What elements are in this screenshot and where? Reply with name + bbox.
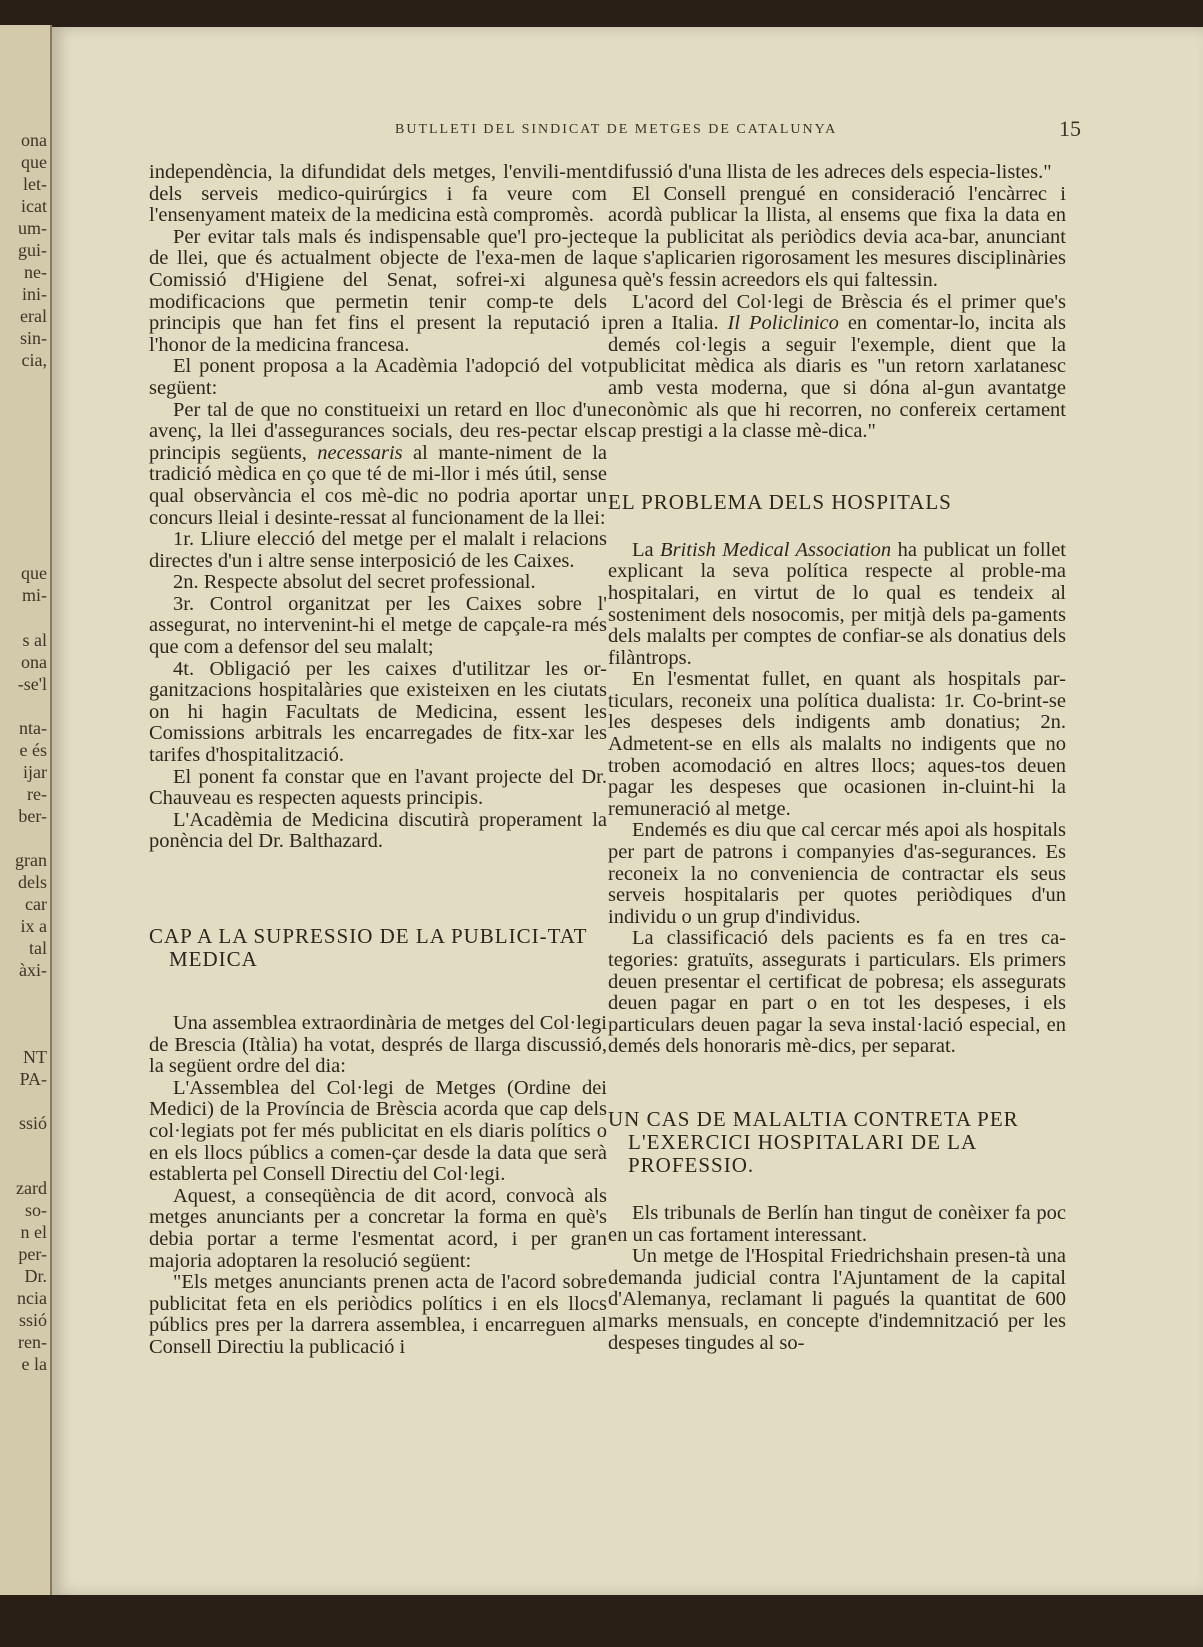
emphasis: necessaris [317,441,403,464]
paragraph: Per evitar tals mals és indispensable que'l pro-jecte de llei, que és actualment objecte de l'exa-men de la Comissió d'Higiene del Senat, sofrei-xi algunes modificacions que permetin tenir comp-te dels principis que han fet fins el present la reputació i l'honor de la medicina francesa. [149,225,607,356]
facing-page-fragment: cia, [21,350,47,370]
paragraph: El ponent fa constar que en l'avant projecte del Dr. Chauveau es respecten aquests principis. [149,765,607,810]
facing-page-fragment: ren- [18,1332,47,1352]
right-column [608,162,1066,1354]
facing-page-fragment: eral [20,306,47,326]
facing-page-fragment: ncia [17,1288,47,1308]
list-item: 2n. Respecte absolut del secret professional. [173,571,536,594]
facing-page-fragment: ijar [23,762,47,782]
paragraph: El Consell prengué en consideració l'encàrrec i acordà publicar la llista, al ensems que fixa la data en que la publicitat als periòdics devia aca-bar, anunciant que s'aplicarien rigorosament les mesures disciplinàries a què's fessin acreedors els qui faltessin. [608,182,1066,291]
journal-page [52,27,1203,1595]
facing-page-fragment: per- [18,1244,47,1264]
paragraph: El ponent proposa a la Acadèmia l'adopció del vot següent: [149,355,607,399]
facing-page-fragment: NT [23,1047,47,1067]
facing-page-fragment: so- [25,1200,47,1220]
running-title: BUTLLETI DEL SINDICAT DE METGES DE CATALUNYA [395,122,838,137]
text-run: al mante-niment de la tradició mèdica en ço que té de mi-llor i més útil, sense qual observància el cos mè-dic no podria aportar un concurs lleial i desinte-ressat al funcionament de la llei: [149,441,607,529]
text-run: L'acord del Col·legi de Brèscia és el primer que's pren a Italia. [608,290,1066,335]
paragraph: independència, la difundidat dels metges, l'envili-ment dels serveis medico-quirúrgics i fa veure com l'ensenyament mateix de la medicina està compromès. [149,161,607,227]
section-heading: CAP A LA SUPRESSIO DE LA PUBLICI-TAT MEDICA [149,924,588,971]
text-run: La [632,538,654,561]
paragraph: En l'esmentat fullet, en quant als hospitals par-ticulars, reconeix una política dualista: 1r. Co-brint-se les despeses dels indigents amb donatius; 2n. Admetent-se en ells als malalts no indigents que no troben acomodació en altres llocs; aques-tos deuen pagar les despeses que ocasionen in-cluint-hi la remuneració al metge. [608,668,1066,820]
facing-page-fragment: e és [19,740,47,760]
facing-page-fragment: mi- [22,585,47,605]
list-item: 3r. Control organitzat per les Caixes sobre l' assegurat, no intervenint-hi el metge de capçale-ra més que com a defensor del seu malalt; [149,592,607,659]
paragraph [608,540,1066,670]
list-item: 4t. Obligació per les caixes d'utilitzar les or-ganitzacions hospitalàries que existeixen en les ciutats on hi hagin Facultats de Medicina, essent les Comissions arbitrals les encarregades de fitx-xar les tarifes d'hospitalització. [149,657,607,767]
facing-page-fragment: àxi- [19,960,47,980]
facing-page-fragment: sin- [20,328,47,348]
emphasis: Il Policlinico [727,312,839,335]
text-run: en comentar-lo, incita als demés col·legis a seguir l'exemple, dient que la publicitat mèdica als diaris es "un retorn xarlatanesc amb vesta moderna, que si dóna al-gun avantatge econòmic als que hi recorren, no confereix certament cap prestigi a la classe mè-dica." [608,312,1066,443]
facing-page-fragment: ona [21,652,47,672]
facing-page-fragment: -se'l [17,674,47,694]
facing-page-fragment: um- [18,218,47,238]
facing-page-fragment: gui- [18,240,47,260]
paragraph: Una assemblea extraordinària de metges del Col·legi de Brescia (Itàlia) ha votat, després de llarga discussió, la següent ordre del dia: [149,1012,607,1078]
paragraph: difussió d'una llista de les adreces dels especia-listes." [608,161,1052,183]
facing-page-fragment: PA- [19,1069,47,1089]
facing-page-fragment: re- [27,784,47,804]
section-heading: UN CAS DE MALALTIA CONTRETA PER L'EXERCICI HOSPITALARI DE LA PROFESSIO. [608,1106,1019,1177]
paragraph [608,292,1066,443]
facing-page-fragment: zard [16,1178,47,1198]
facing-page-fragment: ix a [20,916,47,936]
facing-page-fragment: que [21,563,47,583]
facing-page-fragment: n el [20,1222,47,1242]
facing-page-fragment: ber- [18,806,47,826]
emphasis: British Medical Association [660,538,892,561]
text-run: Per tal de que no constitueixi un retard en lloc d'un avenç, la llei d'assegurances socials, deu res-pectar els principis següents, [149,398,607,464]
facing-page-edge [0,25,52,1595]
facing-page-fragment: dels [18,872,47,892]
facing-page-fragment: let- [23,174,47,194]
paragraph: "Els metges anunciants prenen acta de l'acord sobre publicitat feta en els periòdics polítics i en els llocs públics pres per la darrera assemblea, i encarreguen al Consell Directiu la publicació i [149,1271,607,1358]
facing-page-fragment: s al [22,630,47,650]
facing-page-fragment: ini- [22,284,47,304]
facing-page-fragment: ne- [24,262,47,282]
facing-page-fragment: ona [21,130,47,150]
paragraph: Endemés es diu que cal cercar més apoi als hospitals per part de patrons i companyies d'as-segurances. Es reconeix la no conveniencia de contractar els seus serveis hospitalaris per quotes periòdiques d'un individu o un grup d'individus. [608,819,1066,928]
paragraph: Els tribunals de Berlín han tingut de conèixer fa poc en un cas fortament interessant. [608,1201,1066,1246]
list-item: 1r. Lliure elecció del metge per el malalt i relacions directes d'un i altre sense interposició de les Caixes. [149,528,607,572]
paragraph [149,400,607,530]
paragraph: L'Acadèmia de Medicina discutirà properament la ponència del Dr. Balthazard. [149,808,607,853]
paragraph: L'Assemblea del Col·legi de Metges (Ordine dei Medici) de la Província de Brèscia acorda que cap dels col·legiats pot fer més publicitat en els diaris polítics o en els llocs públics a comen-çar desde la data que serà establerta pel Consell Directiu del Col·legi. [149,1076,607,1186]
facing-page-fragment: car [25,894,47,914]
paragraph: Un metge de l'Hospital Friedrichshain presen-tà una demanda judicial contra l'Ajuntament de la capital d'Alemanya, reclamant li pagués la quantitat de 600 marks mensuals, en concepte d'indemnització per les despeses tingudes al so- [608,1245,1066,1354]
facing-page-fragment: Dr. [24,1266,47,1286]
paragraph: Aquest, a conseqüència de dit acord, convocà als metges anunciants per a concretar la forma en què's debia portar a terme l'esmentat acord, i per gran majoria adoptaren la resolució següent: [149,1184,607,1272]
facing-page-fragment: ssió [18,1113,47,1133]
page-number: 15 [1059,116,1081,141]
facing-page-fragment: e la [21,1354,47,1374]
paragraph: La classificació dels pacients es fa en tres ca-tegories: gratuïts, assegurats i particulars. Els primers deuen presentar el certificat de pobresa; els assegurats deuen pagar en part o en tot les despeses, i els particulars deuen pagar la seva instal·lació especial, en demés dels honoraris mè-dics, per separat. [608,927,1066,1058]
facing-page-fragment: ssió [18,1310,47,1330]
text-run: ha publicat un follet explicant la seva política respecte al proble-ma hospitalari, en virtut de lo qual es tendeix al sosteniment dels nosocomis, per mitjà dels pa-gaments dels malalts per comptes de confiar-se als donatius dels filàntrops. [608,538,1066,669]
facing-page-fragment: tal [29,938,47,958]
facing-page-fragment: icat [21,196,47,216]
section-heading: EL PROBLEMA DELS HOSPITALS [608,489,952,514]
facing-page-fragment: que [21,152,47,172]
left-column [149,162,607,1359]
facing-page-fragment: nta- [19,718,47,738]
facing-page-fragment: gran [15,850,47,870]
